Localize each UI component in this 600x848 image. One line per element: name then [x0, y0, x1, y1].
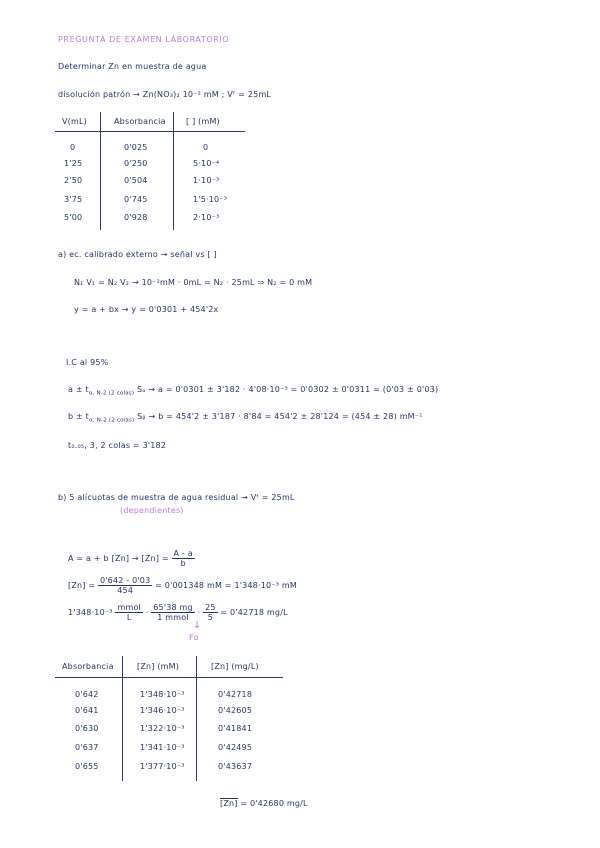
table-cell: 0'928	[124, 213, 148, 222]
formula-numerator: A - a	[173, 549, 193, 558]
conversion-numerator: mmol	[117, 603, 141, 612]
table2-header-mm: [Zn] (mM)	[137, 662, 180, 671]
formula-lhs: A = a + b [Zn] → [Zn] =	[68, 554, 172, 563]
table-cell: 0'630	[75, 724, 99, 733]
regression-equation: y = a + bx → y = 0'0301 + 454'2x	[74, 305, 219, 314]
unit-conversion	[68, 603, 288, 622]
conversion-fraction-2	[151, 603, 195, 622]
arrow-down-icon: ↓	[193, 620, 202, 631]
table1-header-concentration: [ ] (mM)	[186, 117, 220, 126]
table-cell: 0'42605	[218, 706, 253, 715]
table-cell: 0'43637	[218, 762, 253, 771]
conversion-denominator: 1 mmol	[157, 613, 189, 622]
calc-lhs: [Zn] =	[68, 581, 98, 590]
dilution-factor-fraction	[203, 603, 218, 622]
table2-header-absorbance: Absorbancia	[62, 662, 114, 671]
table-cell: 3'75	[64, 195, 83, 204]
calc-numerator: 0'642 - 0'03	[99, 576, 151, 585]
table-cell: 1·10⁻³	[193, 176, 220, 185]
table-cell: 1'346·10⁻³	[140, 706, 185, 715]
calc-fraction	[98, 576, 152, 595]
table2-header-rule	[55, 677, 283, 678]
ic-slope-symbol: b ± t	[68, 412, 90, 421]
page-title: PREGUNTA DE EXAMEN LABORATORIO	[58, 35, 230, 44]
ic-intercept-symbol: a ± t	[68, 385, 89, 394]
table-cell: 0	[203, 143, 209, 152]
conversion-fraction-1	[115, 603, 143, 622]
table-cell: 1'348·10⁻³	[140, 690, 185, 699]
table-cell: 0'41841	[218, 724, 253, 733]
table-cell: 1'5·10⁻³	[193, 195, 228, 204]
conversion-denominator: L	[126, 613, 132, 622]
table-cell: 1'377·10⁻³	[140, 762, 185, 771]
ic-intercept-result: Sₐ → a = 0'0301 ± 3'182 · 4'08·10⁻³ = 0'0302 ± 0'0311 = (0'03 ± 0'03)	[136, 385, 439, 394]
table-cell: 0'641	[75, 706, 99, 715]
mean-symbol: [Zn]	[220, 799, 238, 808]
part-a-heading: a) ec. calibrado externo → señal vs [ ]	[58, 250, 217, 259]
ic-intercept-line	[68, 385, 438, 397]
standard-solution-line: disolución patrón → Zn(NO₃)₂ 10⁻² mM ; Vᶠ = 25mL	[58, 90, 272, 99]
dilution-equation: N₁ V₁ = N₂ V₂ → 10⁻²mM · 0mL = N₂ · 25mL ⇒ N₂ = 0 mM	[74, 278, 313, 287]
dependent-note: (dependientes)	[120, 506, 184, 515]
conversion-numerator: 25	[205, 603, 216, 612]
table1-divider-1	[100, 112, 101, 230]
concentration-formula	[68, 549, 195, 568]
calc-denominator: 454	[117, 586, 134, 595]
ic-slope-result: Sᵦ → b = 454'2 ± 3'187 · 8'84 = 454'2 ± 28'124 = (454 ± 28) mM⁻¹	[137, 412, 423, 421]
table2-header-mgl: [Zn] (mg/L)	[211, 662, 259, 671]
table-cell: 2·10⁻³	[193, 213, 220, 222]
formula-denominator: b	[180, 559, 186, 568]
table-cell: 0	[70, 143, 76, 152]
table-cell: 1'341·10⁻³	[140, 743, 185, 752]
multiply-dot: ·	[145, 608, 149, 617]
concentration-calculation	[68, 576, 297, 595]
conversion-numerator: 65'38 mg	[153, 603, 193, 612]
task-statement: Determinar Zn en muestra de agua	[58, 62, 207, 71]
conversion-result: = 0'42718 mg/L	[220, 608, 288, 617]
table-cell: 0'637	[75, 743, 99, 752]
table-cell: 0'655	[75, 762, 99, 771]
table1-divider-2	[173, 112, 174, 230]
table-cell: 5·10⁻⁴	[193, 159, 220, 168]
mean-value: = 0'42680 mg/L	[240, 799, 308, 808]
calc-result: = 0'001348 mM = 1'348·10⁻³ mM	[155, 581, 297, 590]
multiply-dot: ·	[197, 608, 201, 617]
table-cell: 0'642	[75, 690, 99, 699]
table2-divider-1	[122, 656, 123, 781]
table2-divider-2	[196, 656, 197, 781]
table1-header-absorbance: Absorbancia	[114, 117, 166, 126]
ic-slope-subscript: α, N-2 (2 colas)	[89, 417, 135, 424]
ic-intercept-subscript: α, N-2 (2 colas)	[88, 390, 135, 397]
part-b-heading: b) 5 alícuotas de muestra de agua residual → Vᶠ = 25mL	[58, 493, 295, 502]
table-cell: 0'504	[124, 176, 148, 185]
conversion-denominator: 5	[207, 613, 213, 622]
table-cell: 0'745	[124, 195, 148, 204]
table-cell: 0'42718	[218, 690, 253, 699]
conversion-start: 1'348·10⁻³	[68, 608, 113, 617]
table-cell: 1'25	[64, 159, 83, 168]
t-student-value: t₀.₀₅, 3, 2 colas = 3'182	[68, 441, 167, 450]
table1-header-rule	[55, 131, 245, 132]
ic-slope-line	[68, 412, 423, 424]
formula-fraction	[172, 549, 195, 568]
table-cell: 0'250	[124, 159, 148, 168]
table1-header-volume: V(mL)	[62, 117, 87, 126]
dilution-factor-label: Fᴅ	[189, 633, 199, 642]
table-cell: 1'322·10⁻³	[140, 724, 185, 733]
confidence-interval-label: I.C al 95%	[66, 358, 109, 367]
table-cell: 2'50	[64, 176, 83, 185]
mean-concentration	[220, 799, 308, 808]
table-cell: 0'42495	[218, 743, 253, 752]
table-cell: 5'00	[64, 213, 83, 222]
table-cell: 0'025	[124, 143, 148, 152]
